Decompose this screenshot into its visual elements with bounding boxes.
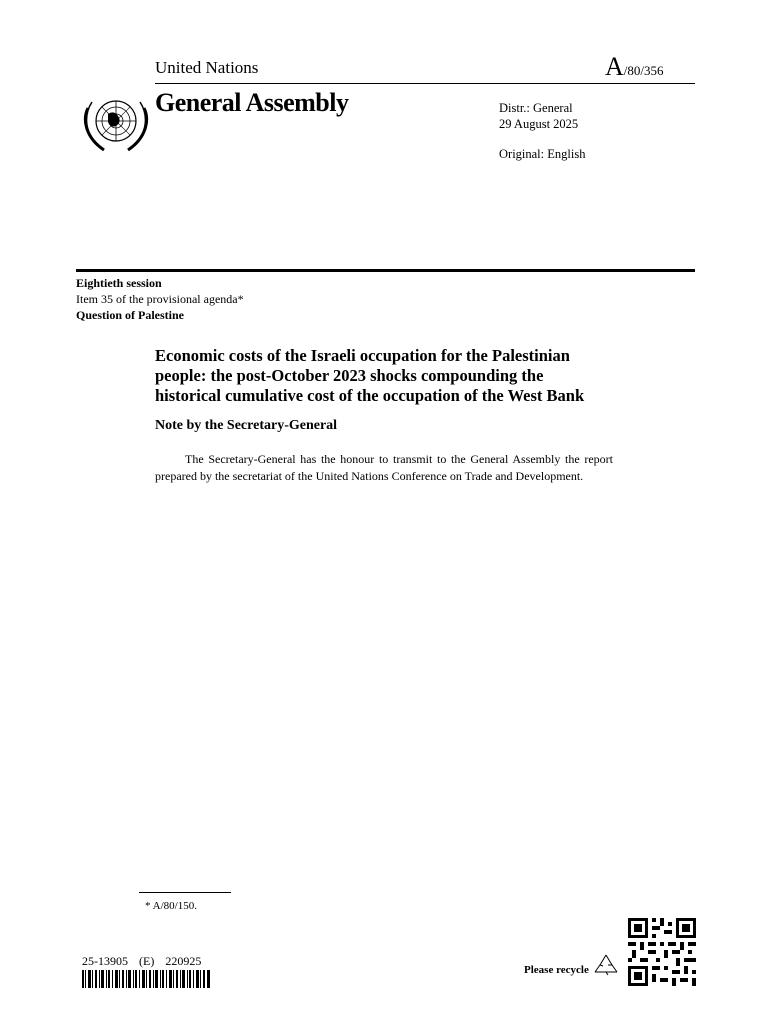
note-heading: Note by the Secretary-General (155, 418, 338, 433)
date-code: 220925 (165, 954, 202, 968)
session-block (76, 275, 244, 323)
document-symbol (605, 52, 664, 82)
document-symbol-letter: A (605, 52, 624, 81)
original-language: Original: English (499, 147, 586, 161)
title-line: historical cumulative cost of the occupation of the West Bank (155, 386, 585, 405)
document-number (82, 954, 201, 969)
job-number: 25-13905 (E) (82, 954, 155, 968)
title-line: people: the post-October 2023 shocks compounding the (155, 366, 544, 385)
header-rule (155, 83, 695, 84)
general-assembly-heading: General Assembly (155, 88, 349, 117)
qr-code-icon (626, 916, 698, 988)
agenda-item: Item 35 of the provisional agenda* (76, 292, 244, 306)
title-line: Economic costs of the Israeli occupation for the Palestinian (155, 346, 570, 365)
session-name: Eightieth session (76, 276, 162, 290)
document-title (155, 346, 625, 406)
session-rule (76, 269, 695, 272)
document-symbol-number: /80/356 (623, 63, 664, 78)
organization-name: United Nations (155, 58, 259, 77)
question-title: Question of Palestine (76, 308, 184, 322)
footnote: * A/80/150. (145, 900, 197, 912)
footnote-rule (139, 892, 231, 893)
recycle-icon (592, 952, 620, 980)
distribution-block (499, 100, 585, 162)
distribution-type: Distr.: General (499, 101, 573, 115)
recycle-text: Please recycle (524, 964, 589, 976)
un-emblem-icon (78, 90, 154, 156)
body-paragraph: The Secretary-General has the honour to transmit to the General Assembly the report prepared by the secretariat of the United Nations Conference on Trade and Development. (155, 452, 613, 483)
document-date: 29 August 2025 (499, 117, 579, 131)
barcode-icon (82, 970, 210, 988)
